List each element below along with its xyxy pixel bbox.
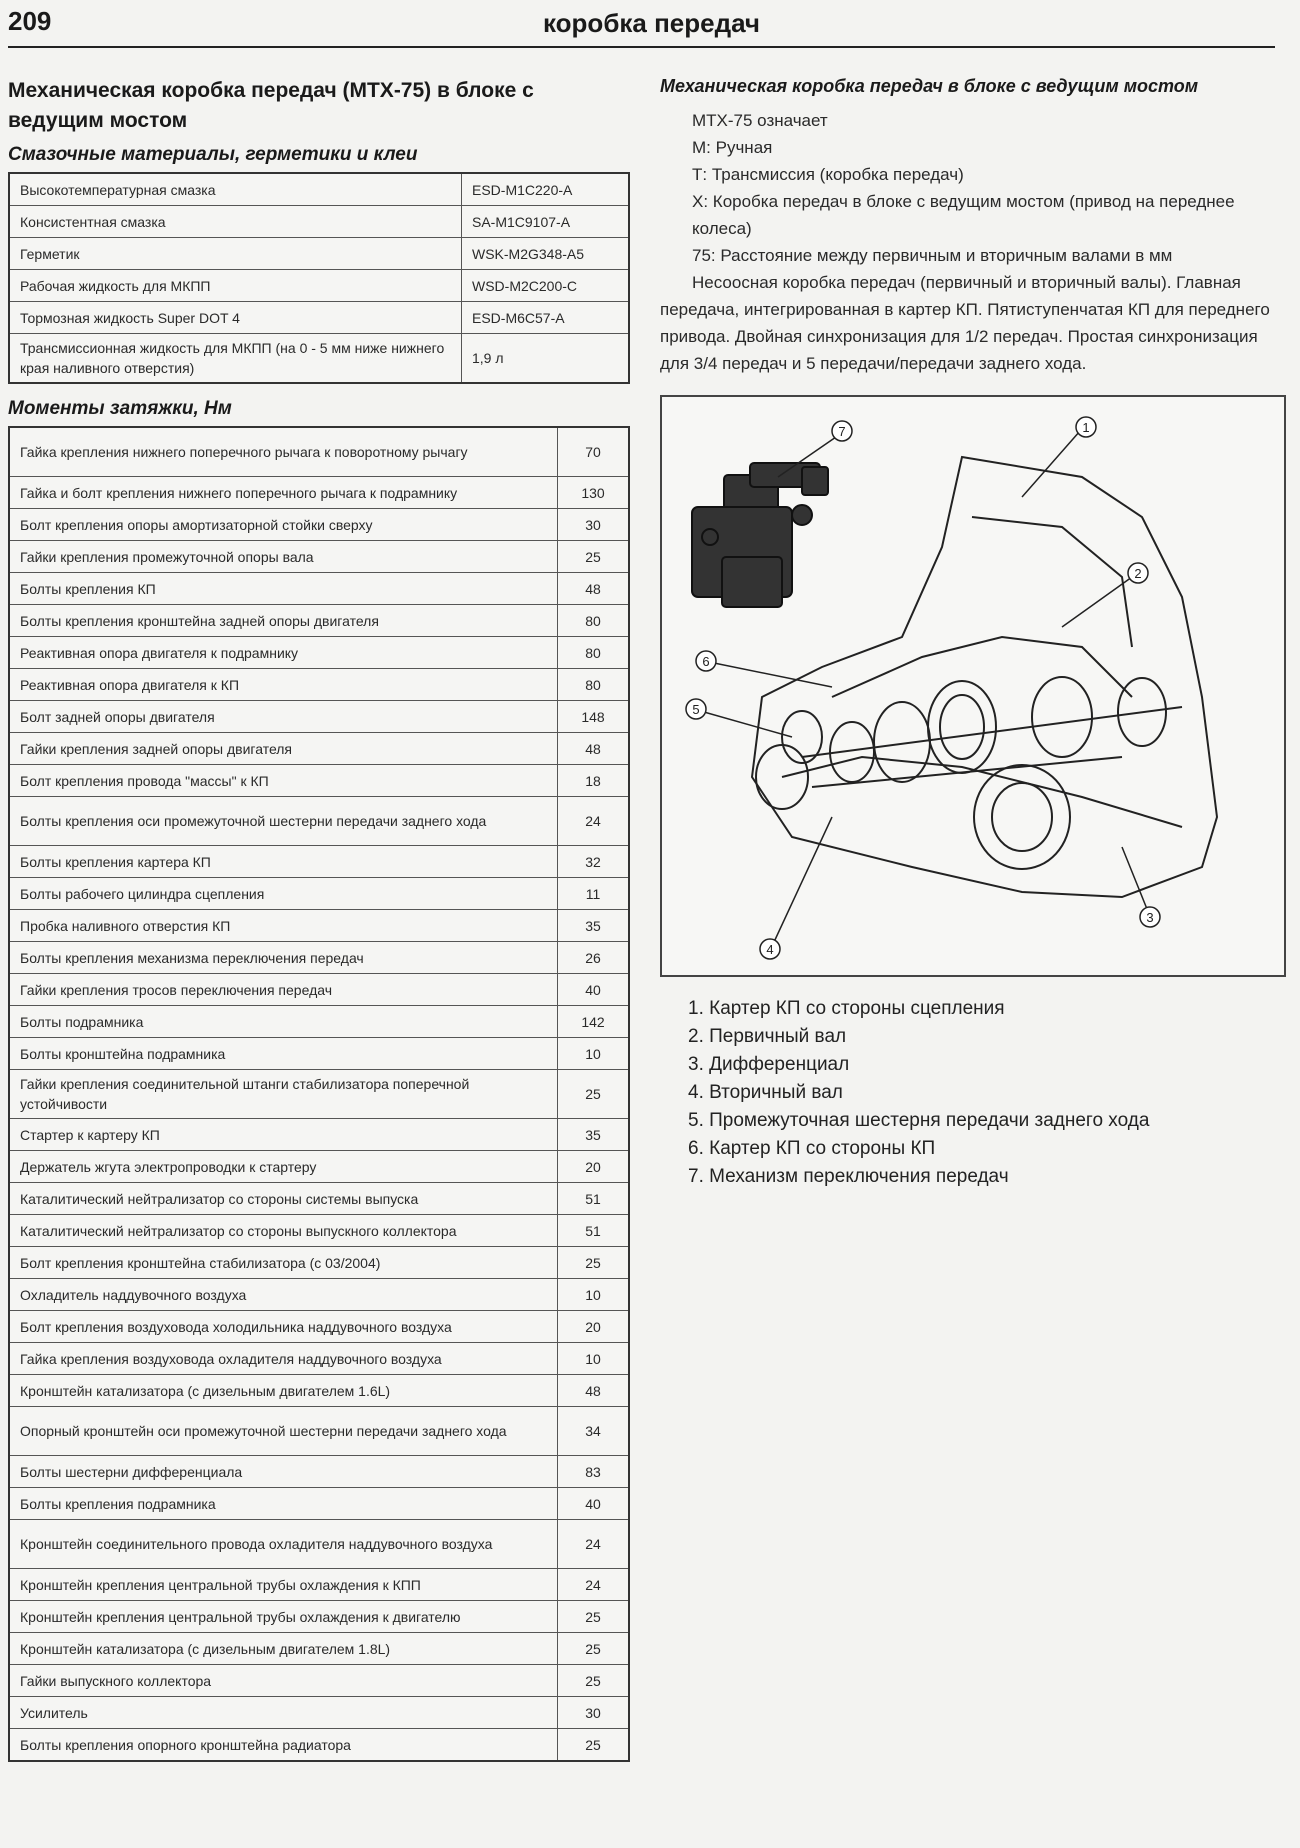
torque-value: 11: [558, 878, 630, 910]
torque-item: Болты крепления картера КП: [9, 846, 558, 878]
torque-value: 80: [558, 637, 630, 669]
lubricant-code: ESD-M6C57-A: [462, 302, 630, 334]
lubricant-name: Герметик: [9, 238, 462, 270]
torque-value: 83: [558, 1456, 630, 1488]
torque-item: Болты крепления подрамника: [9, 1488, 558, 1520]
torque-item: Болт задней опоры двигателя: [9, 701, 558, 733]
torque-value: 25: [558, 1070, 630, 1119]
torque-row: [9, 605, 629, 637]
callout-5: 5: [692, 702, 700, 717]
torque-row: [9, 1119, 629, 1151]
torque-value: 24: [558, 1520, 630, 1569]
torque-row: [9, 846, 629, 878]
torque-item: Болты подрамника: [9, 1006, 558, 1038]
torque-value: 70: [558, 427, 630, 477]
gearbox-heading: Механическая коробка передач в блоке с ведущим мостом: [660, 76, 1199, 96]
torque-item: Стартер к картеру КП: [9, 1119, 558, 1151]
torque-row: [9, 1665, 629, 1697]
page-number: 209: [8, 6, 52, 36]
decode-line: М: Ручная: [692, 138, 773, 157]
lubricant-name: Трансмиссионная жидкость для МКПП (на 0 - 5 мм ниже нижнего края наливного отверстия): [9, 334, 462, 384]
torque-row: [9, 669, 629, 701]
torque-item: Болты крепления оси промежуточной шестерни передачи заднего хода: [9, 797, 558, 846]
decode-line: Т: Трансмиссия (коробка передач): [692, 165, 964, 184]
legend-item: 3. Дифференциал: [688, 1054, 850, 1075]
torque-item: Реактивная опора двигателя к КП: [9, 669, 558, 701]
gearbox-figure: [660, 395, 1286, 977]
lubricants-table: [8, 172, 630, 384]
torque-value: 24: [558, 797, 630, 846]
torque-value: 25: [558, 1601, 630, 1633]
torque-item: Болты крепления КП: [9, 573, 558, 605]
section-title: Механическая коробка передач (МТХ-75) в блоке с ведущим мостом: [8, 79, 534, 132]
torque-value: 48: [558, 733, 630, 765]
gearbox-description: Несоосная коробка передач (первичный и вторичный валы). Главная передача, интегрированная в картер КП. Пятиступенчатая КП для переднего привода. Двойная синхронизация для 1/2 передач. Простая синхронизация для 3/4 передач и 5 передачи/передачи заднего хода.: [660, 273, 1270, 373]
torque-value: 10: [558, 1038, 630, 1070]
torque-value: 80: [558, 669, 630, 701]
torque-item: Охладитель наддувочного воздуха: [9, 1279, 558, 1311]
torque-title: Моменты затяжки, Нм: [8, 398, 232, 419]
torque-row: [9, 477, 629, 509]
torque-row: [9, 1151, 629, 1183]
lubricant-name: Консистентная смазка: [9, 206, 462, 238]
torque-row: [9, 1569, 629, 1601]
torque-row: [9, 797, 629, 846]
lubricants-title: Смазочные материалы, герметики и клеи: [8, 144, 418, 165]
torque-item: Болты крепления кронштейна задней опоры двигателя: [9, 605, 558, 637]
torque-item: Гайка крепления воздуховода охладителя наддувочного воздуха: [9, 1343, 558, 1375]
legend-item: 4. Вторичный вал: [688, 1082, 843, 1103]
torque-item: Болты кронштейна подрамника: [9, 1038, 558, 1070]
torque-value: 20: [558, 1151, 630, 1183]
torque-item: Каталитический нейтрализатор со стороны выпускного коллектора: [9, 1215, 558, 1247]
torque-item: Болт крепления опоры амортизаторной стойки сверху: [9, 509, 558, 541]
lubricant-code: SA-M1C9107-A: [462, 206, 630, 238]
torque-row: [9, 1038, 629, 1070]
callout-1: 1: [1082, 420, 1090, 435]
torque-row: [9, 974, 629, 1006]
torque-row: [9, 1729, 629, 1762]
running-head: коробка передач: [543, 8, 760, 38]
torque-row: [9, 1456, 629, 1488]
torque-item: Гайки выпускного коллектора: [9, 1665, 558, 1697]
torque-item: Кронштейн катализатора (с дизельным двигателем 1.6L): [9, 1375, 558, 1407]
torque-value: 40: [558, 1488, 630, 1520]
torque-row: [9, 1633, 629, 1665]
torque-item: Кронштейн крепления центральной трубы охлаждения к двигателю: [9, 1601, 558, 1633]
torque-item: Болты рабочего цилиндра сцепления: [9, 878, 558, 910]
torque-item: Болт крепления воздуховода холодильника наддувочного воздуха: [9, 1311, 558, 1343]
gearbox-housing-drawing: [752, 457, 1217, 897]
torque-item: Держатель жгута электропроводки к стартеру: [9, 1151, 558, 1183]
torque-row: [9, 1375, 629, 1407]
torque-item: Гайка и болт крепления нижнего поперечного рычага к подрамнику: [9, 477, 558, 509]
torque-value: 142: [558, 1006, 630, 1038]
header-rule: [8, 46, 1275, 48]
lubricant-row: [9, 206, 629, 238]
lubricant-row: [9, 334, 629, 384]
torque-row: [9, 910, 629, 942]
decode-line: 75: Расстояние между первичным и вторичным валами в мм: [692, 246, 1173, 265]
lubricant-row: [9, 302, 629, 334]
legend-item: 5. Промежуточная шестерня передачи заднего хода: [688, 1110, 1150, 1131]
torque-item: Пробка наливного отверстия КП: [9, 910, 558, 942]
torque-item: Кронштейн соединительного провода охладителя наддувочного воздуха: [9, 1520, 558, 1569]
torque-value: 25: [558, 1729, 630, 1762]
torque-row: [9, 509, 629, 541]
torque-item: Гайка крепления нижнего поперечного рычага к поворотному рычагу: [9, 427, 558, 477]
torque-row: [9, 637, 629, 669]
torque-row: [9, 1520, 629, 1569]
callout-6: 6: [702, 654, 710, 669]
torque-item: Гайки крепления промежуточной опоры вала: [9, 541, 558, 573]
torque-value: 35: [558, 1119, 630, 1151]
callout-4: 4: [766, 942, 774, 957]
figure-legend: [688, 995, 1285, 1191]
torque-row: [9, 1006, 629, 1038]
torque-row: [9, 1343, 629, 1375]
lubricant-code: ESD-M1C220-A: [462, 173, 630, 206]
torque-row: [9, 1488, 629, 1520]
legend-item: 6. Картер КП со стороны КП: [688, 1138, 936, 1159]
torque-row: [9, 1215, 629, 1247]
lubricant-row: [9, 173, 629, 206]
torque-row: [9, 733, 629, 765]
torque-row: [9, 1407, 629, 1456]
torque-value: 51: [558, 1183, 630, 1215]
lubricant-code: WSK-M2G348-A5: [462, 238, 630, 270]
torque-row: [9, 1070, 629, 1119]
torque-item: Усилитель: [9, 1697, 558, 1729]
torque-row: [9, 541, 629, 573]
torque-item: Каталитический нейтрализатор со стороны системы выпуска: [9, 1183, 558, 1215]
torque-item: Болты крепления опорного кронштейна радиатора: [9, 1729, 558, 1762]
callout-3: 3: [1146, 910, 1154, 925]
torque-value: 30: [558, 1697, 630, 1729]
callout-7: 7: [838, 424, 846, 439]
torque-value: 25: [558, 541, 630, 573]
torque-value: 40: [558, 974, 630, 1006]
torque-value: 25: [558, 1665, 630, 1697]
torque-value: 80: [558, 605, 630, 637]
torque-row: [9, 1601, 629, 1633]
torque-value: 148: [558, 701, 630, 733]
torque-value: 48: [558, 573, 630, 605]
torque-item: Болт крепления провода "массы" к КП: [9, 765, 558, 797]
torque-row: [9, 878, 629, 910]
legend-item: 7. Механизм переключения передач: [688, 1166, 1009, 1187]
legend-item: 1. Картер КП со стороны сцепления: [688, 998, 1005, 1019]
torque-row: [9, 573, 629, 605]
torque-value: 24: [558, 1569, 630, 1601]
torque-value: 25: [558, 1633, 630, 1665]
lubricant-name: Высокотемпературная смазка: [9, 173, 462, 206]
torque-value: 10: [558, 1279, 630, 1311]
torque-value: 35: [558, 910, 630, 942]
torque-row: [9, 1279, 629, 1311]
torque-row: [9, 942, 629, 974]
torque-value: 30: [558, 509, 630, 541]
lubricant-name: Тормозная жидкость Super DOT 4: [9, 302, 462, 334]
torque-value: 34: [558, 1407, 630, 1456]
right-column: [660, 76, 1285, 1191]
lubricant-row: [9, 270, 629, 302]
left-column: [8, 76, 630, 1762]
lubricant-code: WSD-M2C200-C: [462, 270, 630, 302]
gearbox-illustration: [662, 397, 1280, 971]
torque-value: 26: [558, 942, 630, 974]
torque-row: [9, 1697, 629, 1729]
torque-value: 10: [558, 1343, 630, 1375]
decode-line: Х: Коробка передач в блоке с ведущим мостом (привод на переднее колеса): [692, 192, 1235, 238]
torque-item: Реактивная опора двигателя к подрамнику: [9, 637, 558, 669]
legend-item: 2. Первичный вал: [688, 1026, 847, 1047]
torque-row: [9, 427, 629, 477]
torque-value: 18: [558, 765, 630, 797]
torque-row: [9, 1183, 629, 1215]
torque-item: Гайки крепления соединительной штанги стабилизатора поперечной устойчивости: [9, 1070, 558, 1119]
torque-value: 32: [558, 846, 630, 878]
torque-row: [9, 1311, 629, 1343]
lubricant-name: Рабочая жидкость для МКПП: [9, 270, 462, 302]
torque-row: [9, 701, 629, 733]
lubricant-row: [9, 238, 629, 270]
callout-2: 2: [1134, 566, 1142, 581]
torque-item: Болт крепления кронштейна стабилизатора (с 03/2004): [9, 1247, 558, 1279]
designation-decode: [660, 107, 1285, 269]
torque-item: Болты шестерни дифференциала: [9, 1456, 558, 1488]
gears-drawing: [756, 677, 1182, 869]
torque-row: [9, 1247, 629, 1279]
torque-value: 20: [558, 1311, 630, 1343]
torque-item: Опорный кронштейн оси промежуточной шестерни передачи заднего хода: [9, 1407, 558, 1456]
torque-value: 51: [558, 1215, 630, 1247]
torque-item: Болты крепления механизма переключения передач: [9, 942, 558, 974]
torque-value: 130: [558, 477, 630, 509]
torque-value: 25: [558, 1247, 630, 1279]
torque-item: Кронштейн крепления центральной трубы охлаждения к КПП: [9, 1569, 558, 1601]
lubricant-code: 1,9 л: [462, 334, 630, 384]
torque-item: Гайки крепления задней опоры двигателя: [9, 733, 558, 765]
shift-mechanism-drawing: [692, 463, 828, 607]
torque-value: 48: [558, 1375, 630, 1407]
torque-table: [8, 426, 630, 1762]
decode-line: МТХ-75 означает: [692, 111, 828, 130]
torque-item: Гайки крепления тросов переключения передач: [9, 974, 558, 1006]
torque-item: Кронштейн катализатора (с дизельным двигателем 1.8L): [9, 1633, 558, 1665]
torque-row: [9, 765, 629, 797]
